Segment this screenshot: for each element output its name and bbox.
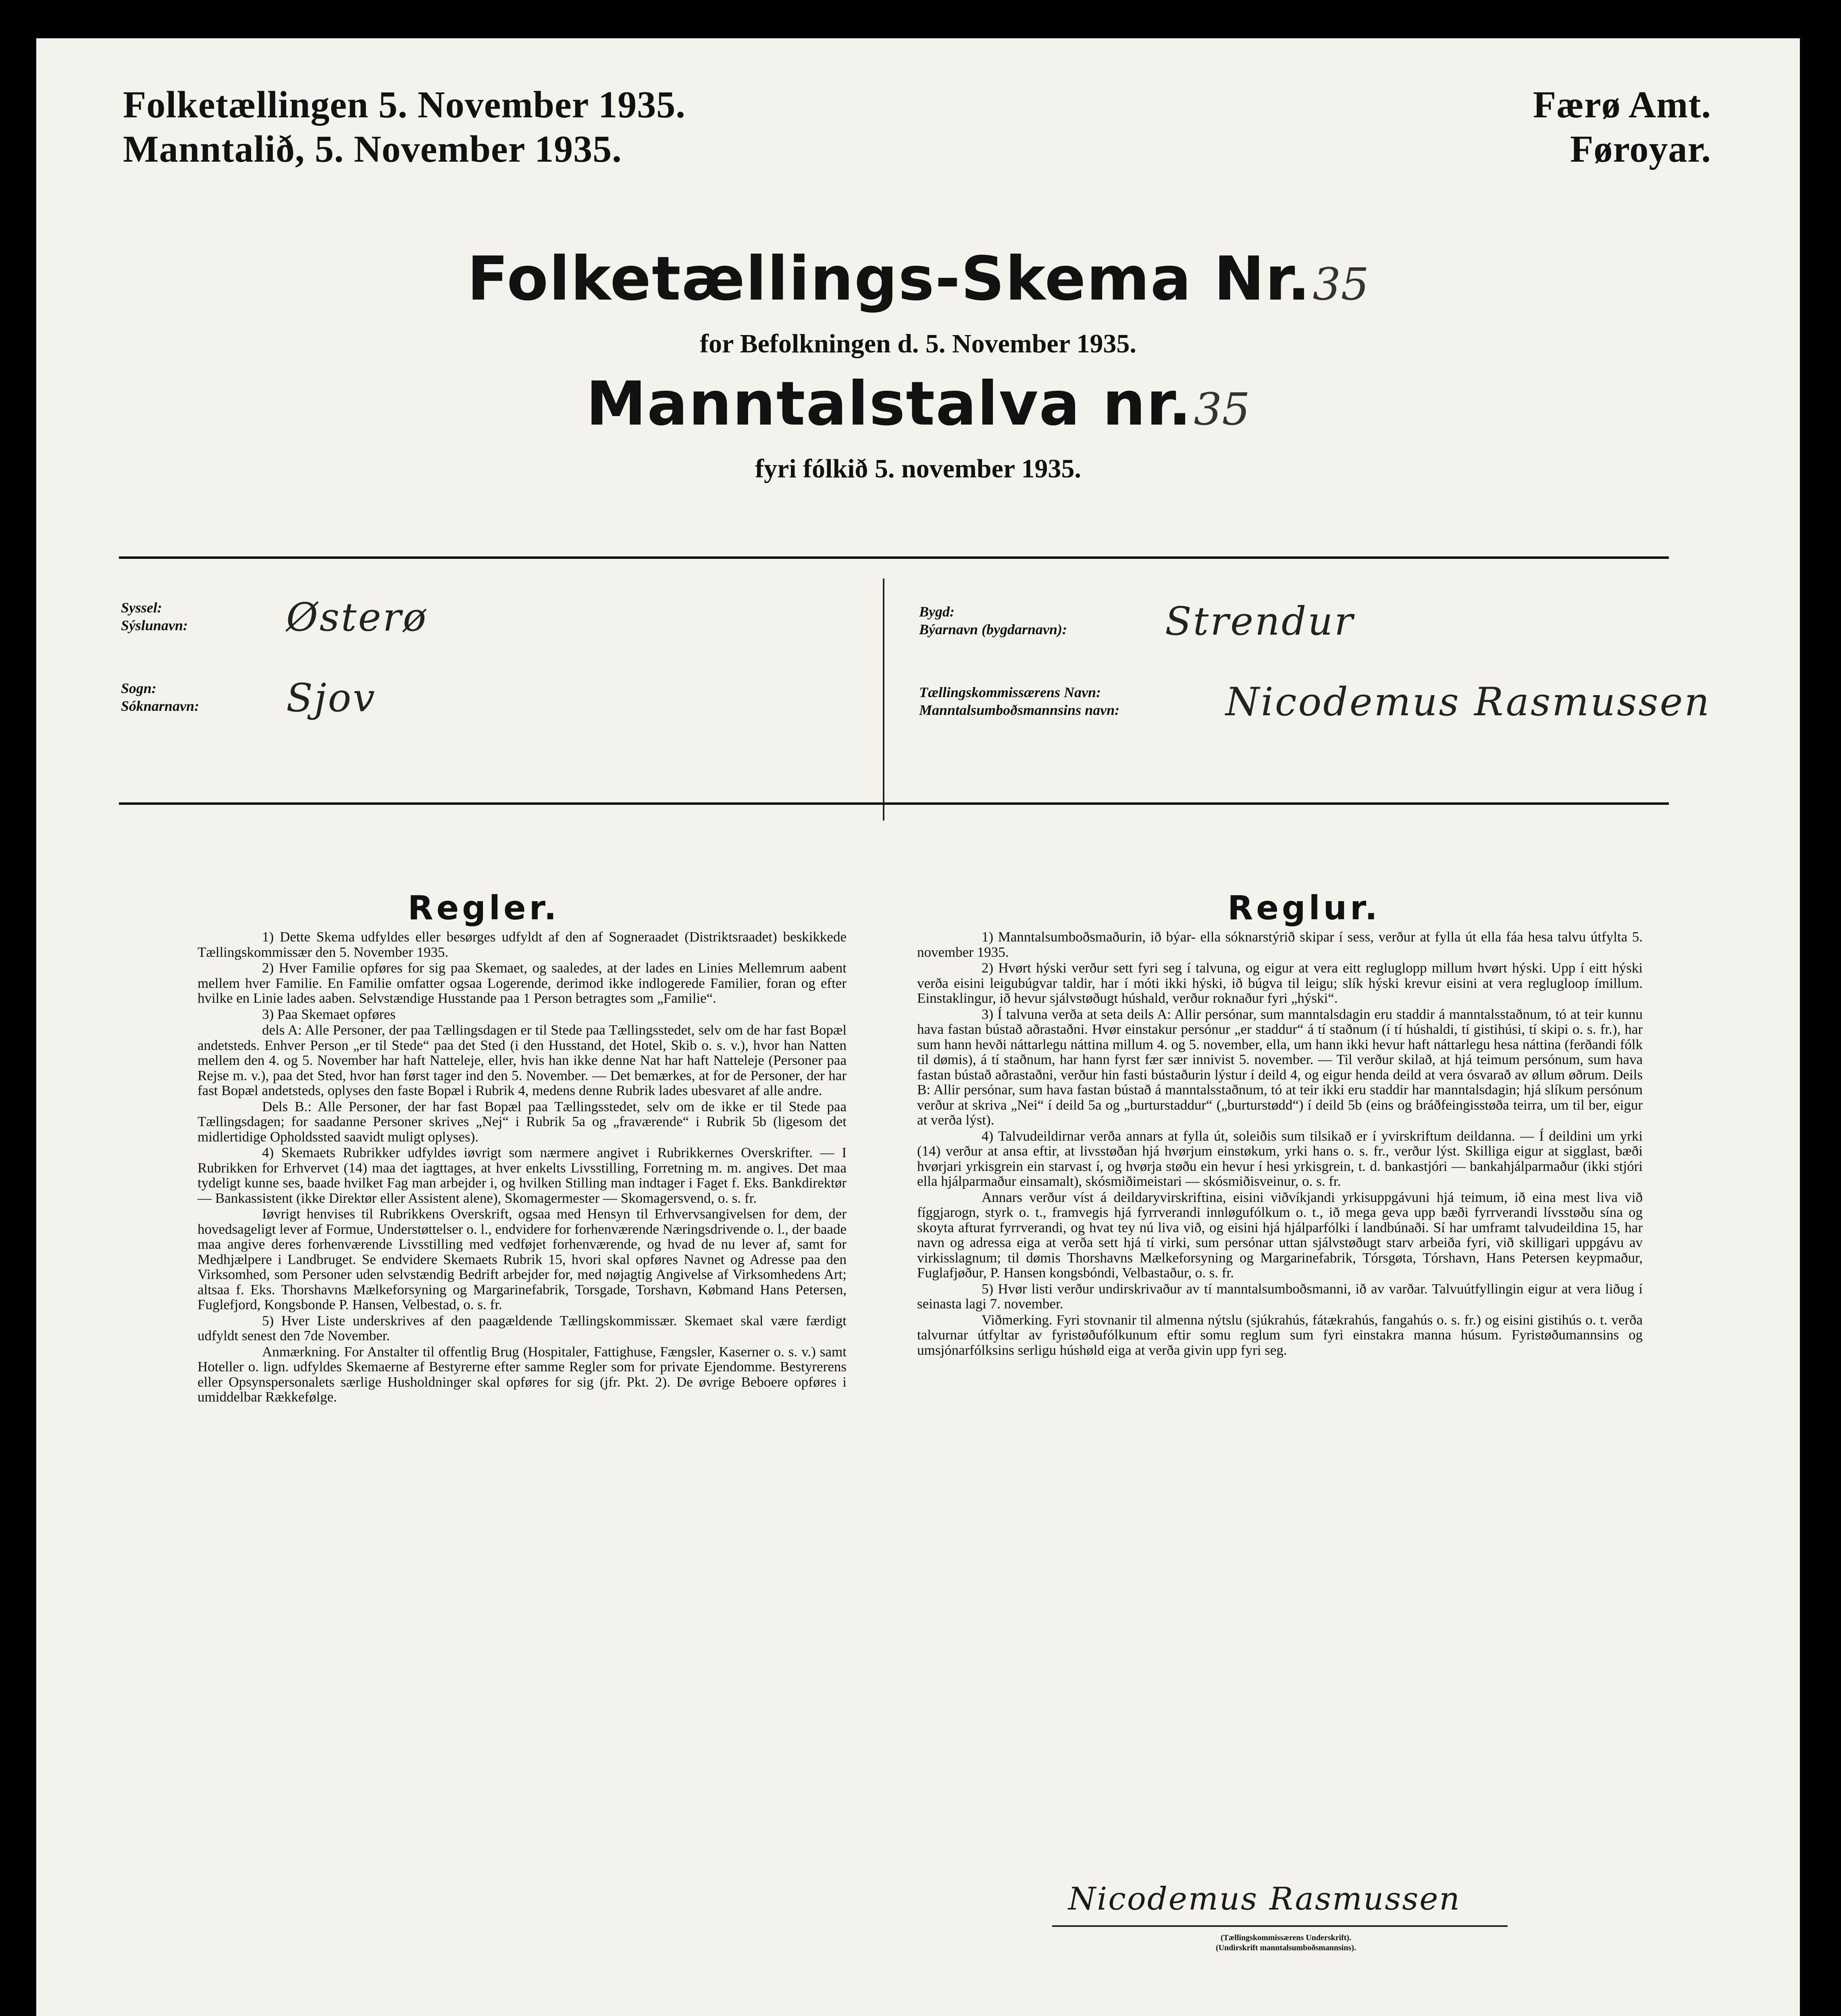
syssel-value: Østerø (286, 595, 428, 640)
reglur-paragraph: Viðmerking. Fyri stovnanir til almenna nýtslu (sjúkrahús, fátækrahús, fangahús o. s. fr.) og eisini gistihús o. t. verða talvurnar útfyltar av fyristøðufólkunum eftir somu reglum sum fyri einstakra manna húsum. Fyristøðumannsins og umsjónarfólksins serligu húshøld eiga at verða givin upp fyri seg. (917, 1312, 1643, 1358)
stalva-number: 35 (1194, 383, 1250, 435)
regler-paragraph: Iøvrigt henvises til Rubrikkens Overskrift, ogsaa med Hensyn til Erhvervsangivelsen for dem, der hovedsageligt lever af Formue, Understøttelser o. l., endvidere for forhenværende Næringsdrivende o. l., der baade maa angive deres forhenværende Livsstilling med vedføjet forhenværende, og hvad de nu lever af, samt for Medhjælpere i Landbruget. Se endvidere Skemaets Rubrik 15, hvori skal opføres Navnet og Adresse paa den Virksomhed, som Personer uden selvstændig Bedrift arbejder for, med nøjagtig Angivelse af Virksomhedens Art; altsaa f. Eks. Thorshavns Mælkeforsyning og Margarinefabrik, Torsgade, Torshavn, Købmand Hans Petersen, Fuglefjord, Kongsbonde P. Hansen, Velbestad, o. s. fr. (198, 1206, 847, 1312)
skema-subtitle: for Befolkningen d. 5. November 1935. (700, 329, 1136, 358)
kommissaer-label (919, 683, 1119, 719)
sogn-label-fo: Sóknarnavn: (121, 698, 200, 714)
reglur-paragraph: 1) Manntalsumboðsmaðurin, ið býar- ella sóknarstýrið skipar í sess, verður at fylla út ella fáa hesa talvu útfylta 5. november 1935. (917, 929, 1643, 960)
divider-top (119, 556, 1669, 559)
stalva-subtitle: fyri fólkið 5. november 1935. (755, 454, 1082, 483)
header-left (123, 83, 686, 171)
regler-paragraph: 3) Paa Skemaet opføres (262, 1006, 396, 1022)
skema-title-block (36, 244, 1800, 314)
reglur-title: Reglur. (1227, 889, 1381, 927)
header-right-line2: Føroyar. (1570, 128, 1711, 170)
census-form-sheet (36, 38, 1800, 2016)
header-right-line1: Færø Amt. (1533, 84, 1711, 126)
reglur-paragraph: 3) Í talvuna verða at seta deils A: Allir persónar, sum manntalsdagin eru staddir á manntalsstaðnum, tó at teir kunnu hava fastan bústað aðrastaðni. Hvør einstakur persónur „er staddur“ á tí staðnum (í tí húshaldi, tí gistihúsi, tí skipi o. s. fr.), har sum hann hevði náttarlegu náttina millum 4. og 5. november, ella, um hann ikki hevur haft náttarlegu hesa náttina (ferðandi fólk til dømis), á tí staðnum, har hann fyrst fær sær innivist 5. november. — Til verður skilað, at hjá teimum persónum, sum hava fastan bústað aðrastaðni, verður hin fasti bústaðurin lýstur í deild 4, og eigur henda deild at vera ósvarað av øllum øðrum. Deils B: Allir persónar, sum hava fastan bústað á manntalsstaðnum, tó at teir ikki eru staddir har manntalsdagin; hjá slíkum persónum verður at skriva „Nei“ í deild 5a og „burturstaddur“ („burturstødd“) í deild 5b (eins og bráðfeingisstøða teirra, um til ber, eigur at verða lýst). (917, 1006, 1643, 1128)
header-left-line2: Manntalið, 5. November 1935. (123, 128, 622, 170)
regler-paragraph: dels A: Alle Personer, der paa Tællingsdagen er til Stede paa Tællingsstedet, selv om de har fast Bopæl andetsteds. Enhver Person „er til Stede“ paa det Sted (i den Husstand, det Hotel, Skib o. s. v.), hvor han Natten mellem den 4. og 5. November har haft Natteleje, eller, hvis han ikke denne Nat har haft Natteleje (Personer paa Rejse m. v.), paa det Sted, hvor han først tager ind den 5. November. — Det bemærkes, at for de Personer, der har fast Bopæl andetsteds, oplyses den faste Bopæl i Rubrik 4, medens denne Rubrik lades ubesvaret af alle andre. (198, 1022, 847, 1098)
sogn-value: Sjov (286, 675, 377, 721)
header-right (1533, 83, 1711, 171)
divider-bottom (119, 802, 1669, 805)
syssel-label-fo: Sýslunavn: (121, 617, 188, 633)
bygd-label (919, 603, 1067, 638)
kommissaer-label-fo: Manntalsumboðsmannsins navn: (919, 702, 1120, 718)
kommissaer-value: Nicodemus Rasmussen (1225, 679, 1711, 725)
bygd-label-fo: Býarnavn (bygdarnavn): (919, 621, 1067, 637)
bygd-label-da: Bygd: (919, 604, 955, 620)
header-left-line1: Folketællingen 5. November 1935. (123, 84, 686, 126)
regler-paragraph: 2) Hver Familie opføres for sig paa Skemaet, og saaledes, at der lades en Linies Mellemrum aabent mellem hver Familie. En Familie omfatter ogsaa Logerende, derimod ikke indlogerede Familier, foran og efter hvilke en Linie lades aaben. Selvstændige Husstande paa 1 Person betragtes som „Familie“. (198, 960, 847, 1006)
regler-paragraph: Anmærkning. For Anstalter til offentlig Brug (Hospitaler, Fattighuse, Fængsler, Kaserner o. s. v.) samt Hoteller o. lign. udfyldes Skemaerne af Bestyrerne efter samme Regler som for private Ejendomme. Bestyrerens eller Opsynspersonalets særlige Husholdninger skal opføres for sig (jfr. Pkt. 2). De øvrige Beboere opføres i umiddelbar Rækkefølge. (198, 1343, 847, 1405)
skema-title: Folketællings-Skema Nr. (467, 244, 1311, 314)
reglur-paragraph: 5) Hvør listi verður undirskrivaður av tí manntalsumboðsmanni, ið av varðar. Talvuútfyllingin eigur at vera liðug í seinasta lagi 7. november. (917, 1281, 1643, 1312)
regler-title: Regler. (408, 889, 560, 927)
kommissaer-label-da: Tællingskommissærens Navn: (919, 684, 1101, 700)
stalva-title: Manntalstalva nr. (586, 369, 1192, 439)
regler-text (198, 929, 847, 1406)
regler-paragraph: Dels B.: Alle Personer, der har fast Bopæl paa Tællingsstedet, selv om de ikke er til Stede paa Tællingsdagen; for saadanne Personer skrives „Nej“ i Rubrik 5a og „fraværende“ i Rubrik 5b (ligesom det midlertidige Opholdssted saavidt muligt oplyses). (198, 1098, 847, 1145)
signature-caption-fo: (Undirskrift manntalsumboðsmannsins). (1216, 1943, 1356, 1952)
signature-line (1052, 1925, 1508, 1927)
sogn-label-da: Sogn: (121, 680, 157, 696)
regler-paragraph: 5) Hver Liste underskrives af den paagældende Tællingskommissær. Skemaet skal være færdigt udfyldt senest den 7de November. (198, 1312, 847, 1343)
signature-caption-da: (Tællingskommissærens Underskrift). (1220, 1933, 1352, 1942)
signature: Nicodemus Rasmussen (1068, 1881, 1461, 1917)
field-divider-vertical (883, 579, 884, 821)
sogn-label (121, 679, 199, 715)
stalva-title-block (36, 369, 1800, 439)
reglur-text (917, 929, 1643, 1358)
skema-number: 35 (1313, 258, 1369, 310)
syssel-label (121, 599, 188, 634)
regler-paragraph: 1) Dette Skema udfyldes eller besørges udfyldt af den af Sogneraadet (Distriktsraadet) beskikkede Tællingskommissær den 5. November 1935. (198, 929, 847, 960)
syssel-label-da: Syssel: (121, 600, 162, 616)
bygd-value: Strendur (1165, 599, 1355, 644)
reglur-paragraph: 4) Talvudeildirnar verða annars at fylla út, soleiðis sum tilsikað er í yvirskriftum deildanna. — Í deildini um yrki (14) verður at ansa eftir, at livsstøðan hjá hvørjum einstøkum, yrki hans o. s. fr., verður lýst. Skilliga eigur at sigglast, bæði hvørjari yrkisgrein ein starvast í, og hvørja støðu ein hevur í hesi yrkisgrein, t. d. bankastjóri — bankahjálparmaður (ikki stjóri ella hjálparmaður einsamalt), skósmiðimeistari — skósmiðisveinur, o. s. fr. (917, 1128, 1643, 1189)
reglur-paragraph: Annars verður víst á deildaryvirskriftina, eisini viðvíkjandi yrkisuppgávuni hjá teimum, ið eina mest liva við fíggjarogn, styrk o. t., framvegis hjá fyrrverandi innløgufólkum o. t., ið mega geva upp bæði fyrrverandi lívsstøðu sína og skoyta afturat fyrrverandi, og hvat tey nú liva við, og eisini hjá hjálparfólki í landbúnaði. Sí har umframt talvudeildina 15, har navn og adressa eiga at verða sett hjá tí virki, sum persónar uttan sjálvstøðugt starv arbeiða fyri, við skilligari uppgávu av virkisslagnum; til dømis Thorshavns Mælkeforsyning og Margarinefabrik, Tórsgøta, Tórshavn, Hans Petersen keypmaður, Fuglafjøður, P. Hansen kongsbóndi, Velbastaður, o. s. fr. (917, 1189, 1643, 1281)
reglur-paragraph: 2) Hvørt hýski verður sett fyri seg í talvuna, og eigur at vera eitt regluglopp millum hvørt hýski. Upp í eitt hýski verða eisini leigubúgvar taldir, har í móti ikki hýski, ið búgva til leigu; slík hýski krevur eisini at vera reglugloop ímillum. Einstaklingur, ið hevur sjálvstøðugt húshald, verður roknaður fyri „hýski“. (917, 960, 1643, 1006)
regler-paragraph: 4) Skemaets Rubrikker udfyldes iøvrigt som nærmere angivet i Rubrikkernes Overskrifter. — I Rubrikken for Erhvervet (14) maa det iagttages, at hver enkelts Livsstilling, Forretning m. m. angives. Det maa tydeligt kunne ses, baade hvilket Fag man arbejder i, og hvilken Stilling man indtager i Faget f. Eks. Bankdirektør — Bankassistent (ikke Direktør eller Assistent alene), Skomagermester — Skomagersvend, o. s. fr. (198, 1145, 847, 1206)
